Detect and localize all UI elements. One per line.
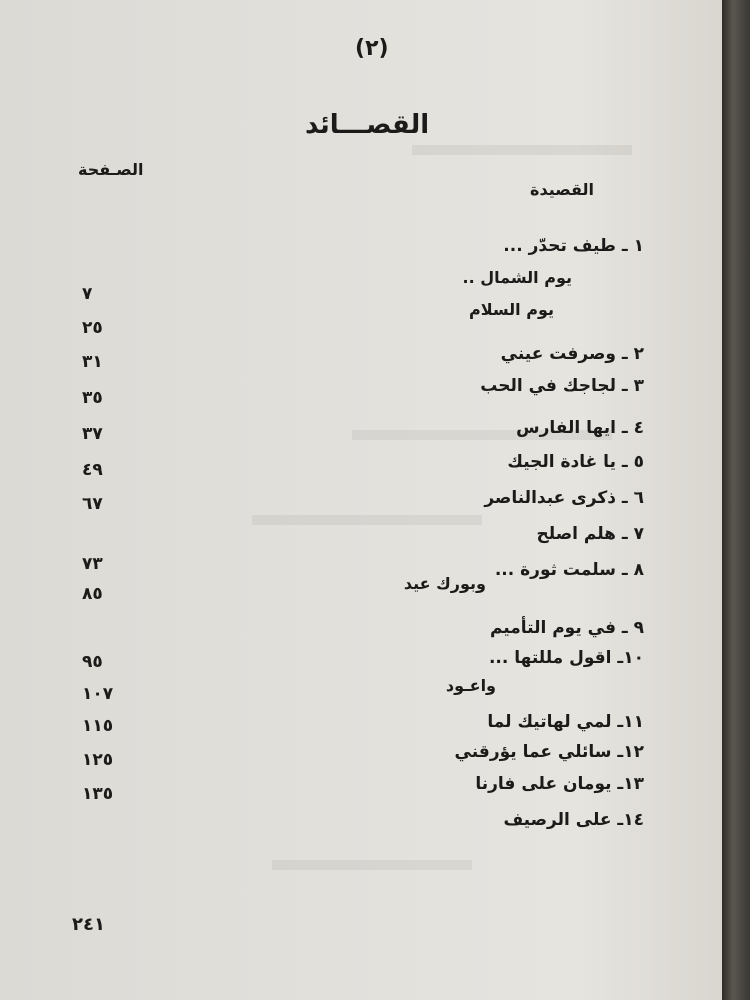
- toc-item-10-cont-1: واعـود: [445, 676, 496, 695]
- toc-item-14: ١٤ـ على الرصيف: [503, 810, 644, 830]
- page-number-2: ٢٥: [82, 318, 103, 338]
- toc-item-8: ٨ ـ سلمت ثورة ...: [494, 560, 644, 580]
- toc-item-6: ٦ ـ ذكرى عبدالناصر: [484, 488, 644, 508]
- toc-item-5: ٥ ـ يا غادة الجيك: [507, 452, 644, 472]
- page-number-13: ١٢٥: [82, 750, 114, 770]
- page-number-9: ٨٥: [82, 584, 103, 604]
- toc-item-12: ١٢ـ سائلي عما يؤرقني: [454, 742, 644, 762]
- page-number-8: ٧٣: [82, 554, 103, 574]
- page-number-10: ٩٥: [82, 652, 103, 672]
- page-number-6: ٤٩: [82, 460, 103, 480]
- page-number-1: ٧: [82, 284, 93, 304]
- page-number-14: ١٣٥: [82, 784, 114, 804]
- page-number-3: ٣١: [82, 352, 103, 372]
- toc-item-1-cont-1: يوم الشمال ..: [462, 268, 572, 287]
- toc-item-13: ١٣ـ يومان على فارنا: [475, 774, 644, 794]
- page-number-5: ٣٧: [82, 424, 103, 444]
- page-column-header: الصـفحة: [78, 160, 144, 179]
- page-number-11: ١٠٧: [82, 684, 114, 704]
- page-number-7: ٦٧: [82, 494, 103, 514]
- show-through-line: [412, 145, 632, 155]
- toc-item-3: ٣ ـ لجاجك في الحب: [480, 376, 644, 396]
- page-number-12: ١١٥: [82, 716, 114, 736]
- toc-item-2: ٢ ـ وصرفت عيني: [500, 344, 644, 364]
- toc-item-10: ١٠ـ اقول مللتها ...: [488, 648, 644, 668]
- poem-column-header: القصيدة: [530, 180, 594, 199]
- page-title: القصـــائد: [305, 110, 430, 140]
- toc-item-1-cont-2: يوم السلام: [469, 300, 554, 319]
- toc-item-8-cont-1: وبورك عيد: [403, 574, 486, 593]
- show-through-line: [252, 515, 482, 525]
- toc-item-11: ١١ـ لمي لهاتيك لما: [487, 712, 644, 732]
- toc-item-4: ٤ ـ ايها الفارس: [516, 418, 644, 438]
- section-number: (٢): [355, 36, 389, 61]
- book-spine-edge: [722, 0, 750, 1000]
- toc-item-1: ١ ـ طيف تحدّر ...: [503, 236, 644, 256]
- toc-item-9: ٩ ـ في يوم التأميم: [489, 618, 644, 638]
- footer-page-number: ٢٤١: [72, 914, 105, 935]
- toc-item-7: ٧ ـ هلم اصلح: [536, 524, 644, 544]
- page-number-4: ٣٥: [82, 388, 103, 408]
- show-through-line: [272, 860, 472, 870]
